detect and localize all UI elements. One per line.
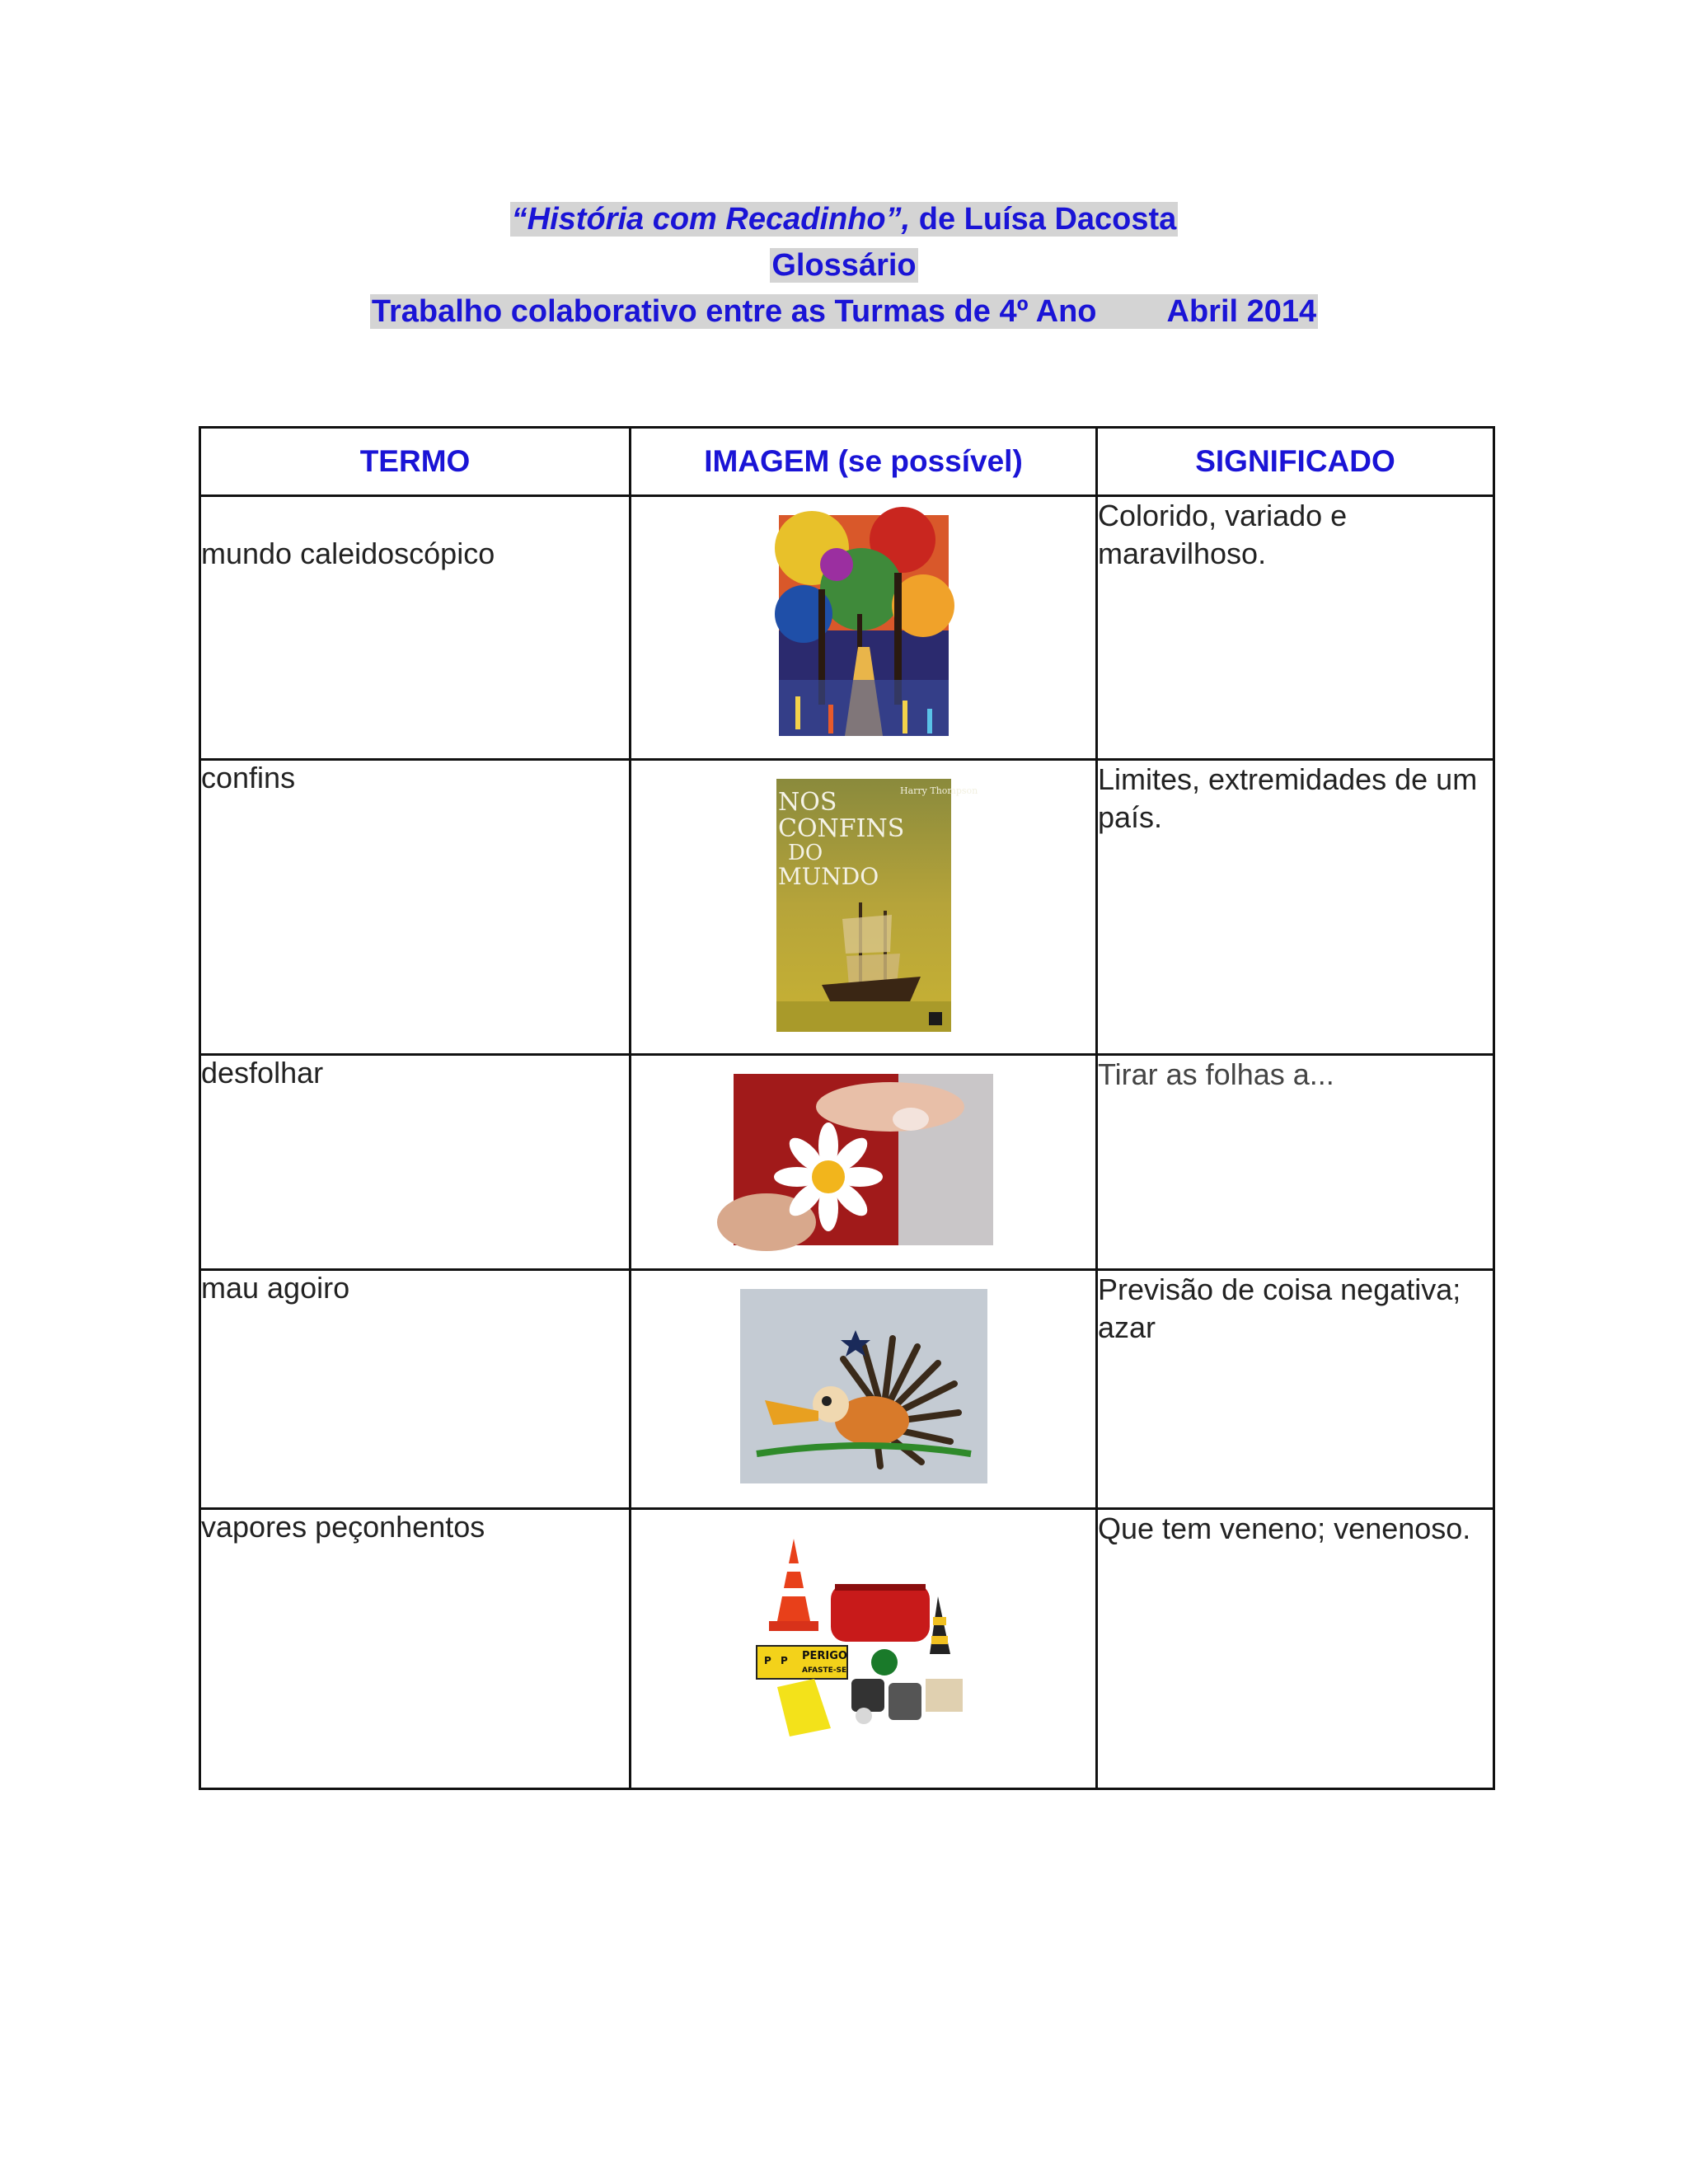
daisy-hand-image xyxy=(734,1074,993,1245)
safety-kit-image xyxy=(753,1539,975,1745)
meaning-cell: Colorido, variado e maravilhoso. xyxy=(1097,496,1494,760)
image-cell xyxy=(631,1509,1097,1789)
meaning-cell: Limites, extremidades de um país. xyxy=(1097,760,1494,1055)
meaning-cell: Que tem veneno; venenoso. xyxy=(1097,1509,1494,1789)
term-cell: mau agoiro xyxy=(200,1270,631,1509)
date-label: Abril 2014 xyxy=(1166,294,1317,329)
table-row xyxy=(200,760,1494,1055)
collab-line xyxy=(0,288,1688,335)
table-row xyxy=(200,496,1494,760)
book-cover-image xyxy=(776,779,978,1032)
col-header-image: IMAGEM (se possível) xyxy=(631,428,1097,496)
col-header-meaning: SIGNIFICADO xyxy=(1097,428,1494,496)
meaning-cell: Tirar as folhas a... xyxy=(1097,1055,1494,1270)
table-row xyxy=(200,1509,1494,1789)
author: de Luísa Dacosta xyxy=(910,202,1177,237)
sign-sub: AFASTE-SE xyxy=(801,1666,846,1675)
subtitle: Glossário xyxy=(771,248,917,283)
image-cell xyxy=(631,760,1097,1055)
book-title: “História com Recadinho”, xyxy=(511,202,911,237)
title xyxy=(510,202,1179,237)
subtitle-line xyxy=(0,242,1688,288)
image-cell xyxy=(631,1270,1097,1509)
image-cell xyxy=(631,496,1097,760)
book-author: Harry Thompson xyxy=(899,785,978,796)
sign-small-2: P xyxy=(780,1655,788,1666)
book-title-3: DO xyxy=(787,841,823,865)
book-title-2: CONFINS xyxy=(777,814,904,843)
colorful-painting-image xyxy=(779,515,949,736)
title-line xyxy=(0,196,1688,242)
image-cell xyxy=(631,1055,1097,1270)
cartoon-bird-image xyxy=(740,1289,987,1483)
document-header xyxy=(0,196,1688,335)
header-row xyxy=(200,428,1494,496)
sign-main: PERIGO xyxy=(801,1650,847,1662)
term-cell: mundo caleidoscópico xyxy=(200,496,631,760)
collab-label: Trabalho colaborativo entre as Turmas de 4º Ano xyxy=(371,294,1097,329)
book-title-1: NOS xyxy=(777,788,837,817)
sign-small-1: P xyxy=(763,1655,771,1666)
term-cell: confins xyxy=(200,760,631,1055)
term-cell: vapores peçonhentos xyxy=(200,1509,631,1789)
col-header-term: TERMO xyxy=(200,428,631,496)
table-row xyxy=(200,1055,1494,1270)
book-title-4: MUNDO xyxy=(777,863,879,890)
meaning-cell: Previsão de coisa negativa; azar xyxy=(1097,1270,1494,1509)
term-cell: desfolhar xyxy=(200,1055,631,1270)
collab-text xyxy=(370,294,1318,329)
table-row xyxy=(200,1270,1494,1509)
glossary-table xyxy=(199,426,1495,1790)
